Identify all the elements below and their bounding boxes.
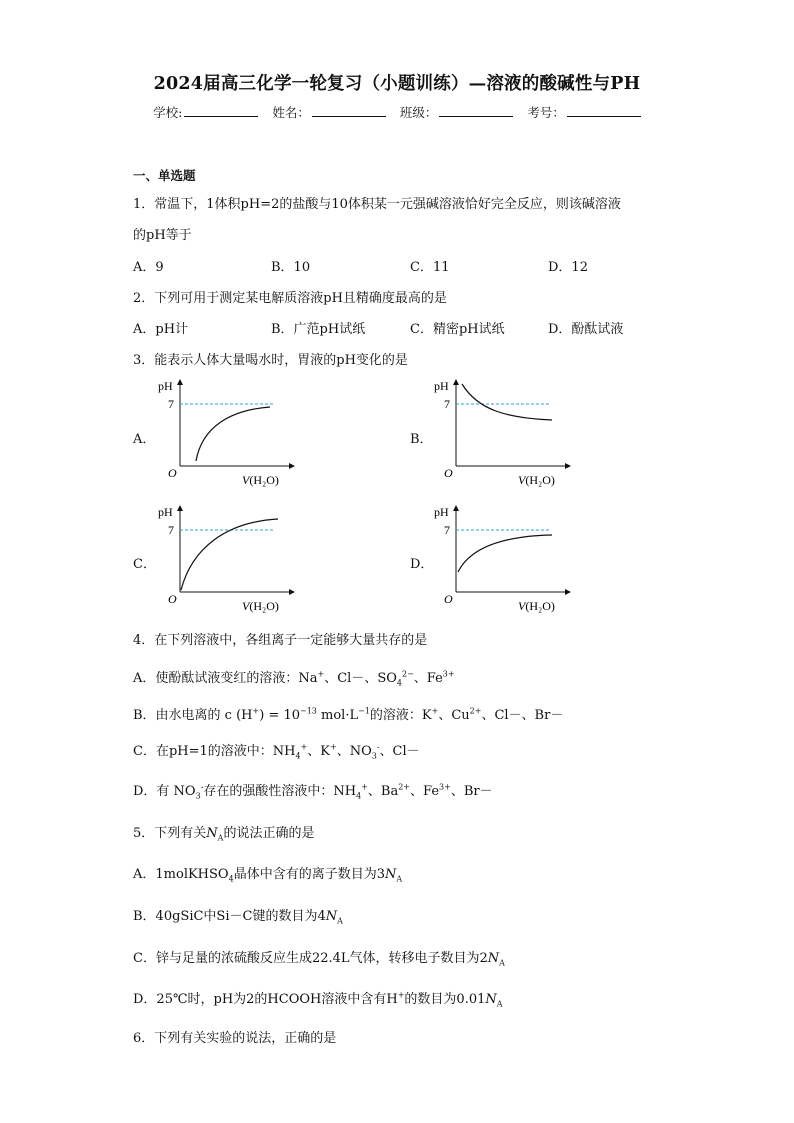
q1-option-a[interactable]: A．9 [133, 260, 164, 275]
q1-stem-line1: 1．常温下，1体积pH=2的盐酸与10体积某一元强碱溶液恰好完全反应，则该碱溶液 [133, 197, 621, 212]
class-label: 班级： [399, 105, 438, 120]
q3-graph-a [150, 372, 300, 490]
svg-text:V(H₂O): V(H₂O) [242, 473, 279, 487]
name-label: 姓名： [272, 105, 310, 120]
q4-option-a[interactable]: A．使酚酞试液变红的溶液：Na+、Cl－、$SO_4^{2-}$、$Fe^{3+}$ [133, 669, 455, 688]
svg-text:7: 7 [444, 523, 450, 537]
q3-option-d[interactable]: D． [410, 557, 434, 572]
q1-option-b[interactable]: B．10 [271, 260, 311, 275]
svg-text:7: 7 [444, 397, 450, 411]
q4-stem: 4．在下列溶液中，各组离子一定能够大量共存的是 [133, 633, 428, 648]
origin-label: O [168, 466, 177, 480]
svg-text:O: O [168, 592, 177, 606]
q5-option-c[interactable]: C．锌与足量的浓硫酸反应生成22.4L气体，转移电子数目为$2N_A$ [133, 951, 505, 968]
svg-text:7: 7 [168, 523, 174, 537]
svg-text:O: O [444, 592, 453, 606]
q6-stem: 6．下列有关实验的说法，正确的是 [133, 1031, 337, 1046]
section-heading: 一、单选题 [133, 168, 196, 183]
svg-text:V(H₂O): V(H₂O) [518, 473, 555, 487]
q3-option-a[interactable]: A． [133, 432, 156, 447]
school-blank[interactable] [184, 104, 258, 117]
q3-option-c[interactable]: C． [133, 557, 156, 572]
q4-option-d[interactable]: D．有 $NO_3^-$存在的强酸性溶液中：$NH_4^+$、$Ba^{2+}$、$Fe^{3+}$、Br－ [133, 782, 493, 801]
q3-graph-c [150, 498, 300, 616]
svg-text:pH: pH [158, 505, 173, 519]
q2-option-b[interactable]: B．广范pH试纸 [271, 322, 366, 337]
svg-text:V(H₂O): V(H₂O) [242, 599, 279, 613]
q2-option-a[interactable]: A．pH计 [133, 322, 189, 337]
q3-graph-b [426, 372, 576, 490]
q5-option-d[interactable]: D．25℃时，pH为2的HCOOH溶液中含有H+的数目为$0.01N_A$ [133, 990, 503, 1009]
q2-option-c[interactable]: C．精密pH试纸 [410, 322, 505, 337]
q5-option-b[interactable]: B．40gSiC中Si－C键的数目为$4N_A$ [133, 909, 343, 926]
y-axis-label: pH [158, 379, 173, 393]
name-blank[interactable] [312, 104, 386, 117]
q3-stem: 3．能表示人体大量喝水时，胃液的pH变化的是 [133, 353, 408, 368]
svg-text:V(H₂O): V(H₂O) [518, 599, 555, 613]
q2-stem: 2．下列可用于测定某电解质溶液pH且精确度最高的是 [133, 291, 447, 306]
student-info [0, 103, 794, 121]
number-label: 考号： [527, 105, 565, 120]
q4-option-c[interactable]: C．在pH=1的溶液中：$NH_4^+$、K+、$NO_3^-$、Cl－ [133, 742, 420, 761]
svg-text:pH: pH [434, 379, 449, 393]
q2-option-d[interactable]: D．酚酞试液 [548, 322, 624, 337]
number-blank[interactable] [567, 104, 641, 117]
q1-option-c[interactable]: C．11 [410, 260, 450, 275]
q5-option-a[interactable]: A．1molKHSO$_4$晶体中含有的离子数目为$3N_A$ [133, 867, 403, 884]
q3-option-b[interactable]: B． [410, 432, 433, 447]
q5-stem: 5．下列有关$N_A$的说法正确的是 [133, 826, 315, 843]
q1-option-d[interactable]: D．12 [548, 260, 588, 275]
svg-text:pH: pH [434, 505, 449, 519]
seven-tick: 7 [168, 397, 174, 411]
svg-text:O: O [444, 466, 453, 480]
q3-graph-d [426, 498, 576, 616]
q1-stem-line2: 的pH等于 [133, 228, 192, 243]
class-blank[interactable] [439, 104, 513, 117]
page-title: 2024届高三化学一轮复习（小题训练）—溶液的酸碱性与PH [153, 74, 641, 94]
q4-option-b[interactable]: B．由水电离的 c $(H^+) = 10^{-13}$ $mol\cdot L^{-1}$的溶液：K+、$Cu^{2+}$、Cl－、Br－ [133, 706, 564, 723]
school-label: 学校: [153, 105, 183, 120]
